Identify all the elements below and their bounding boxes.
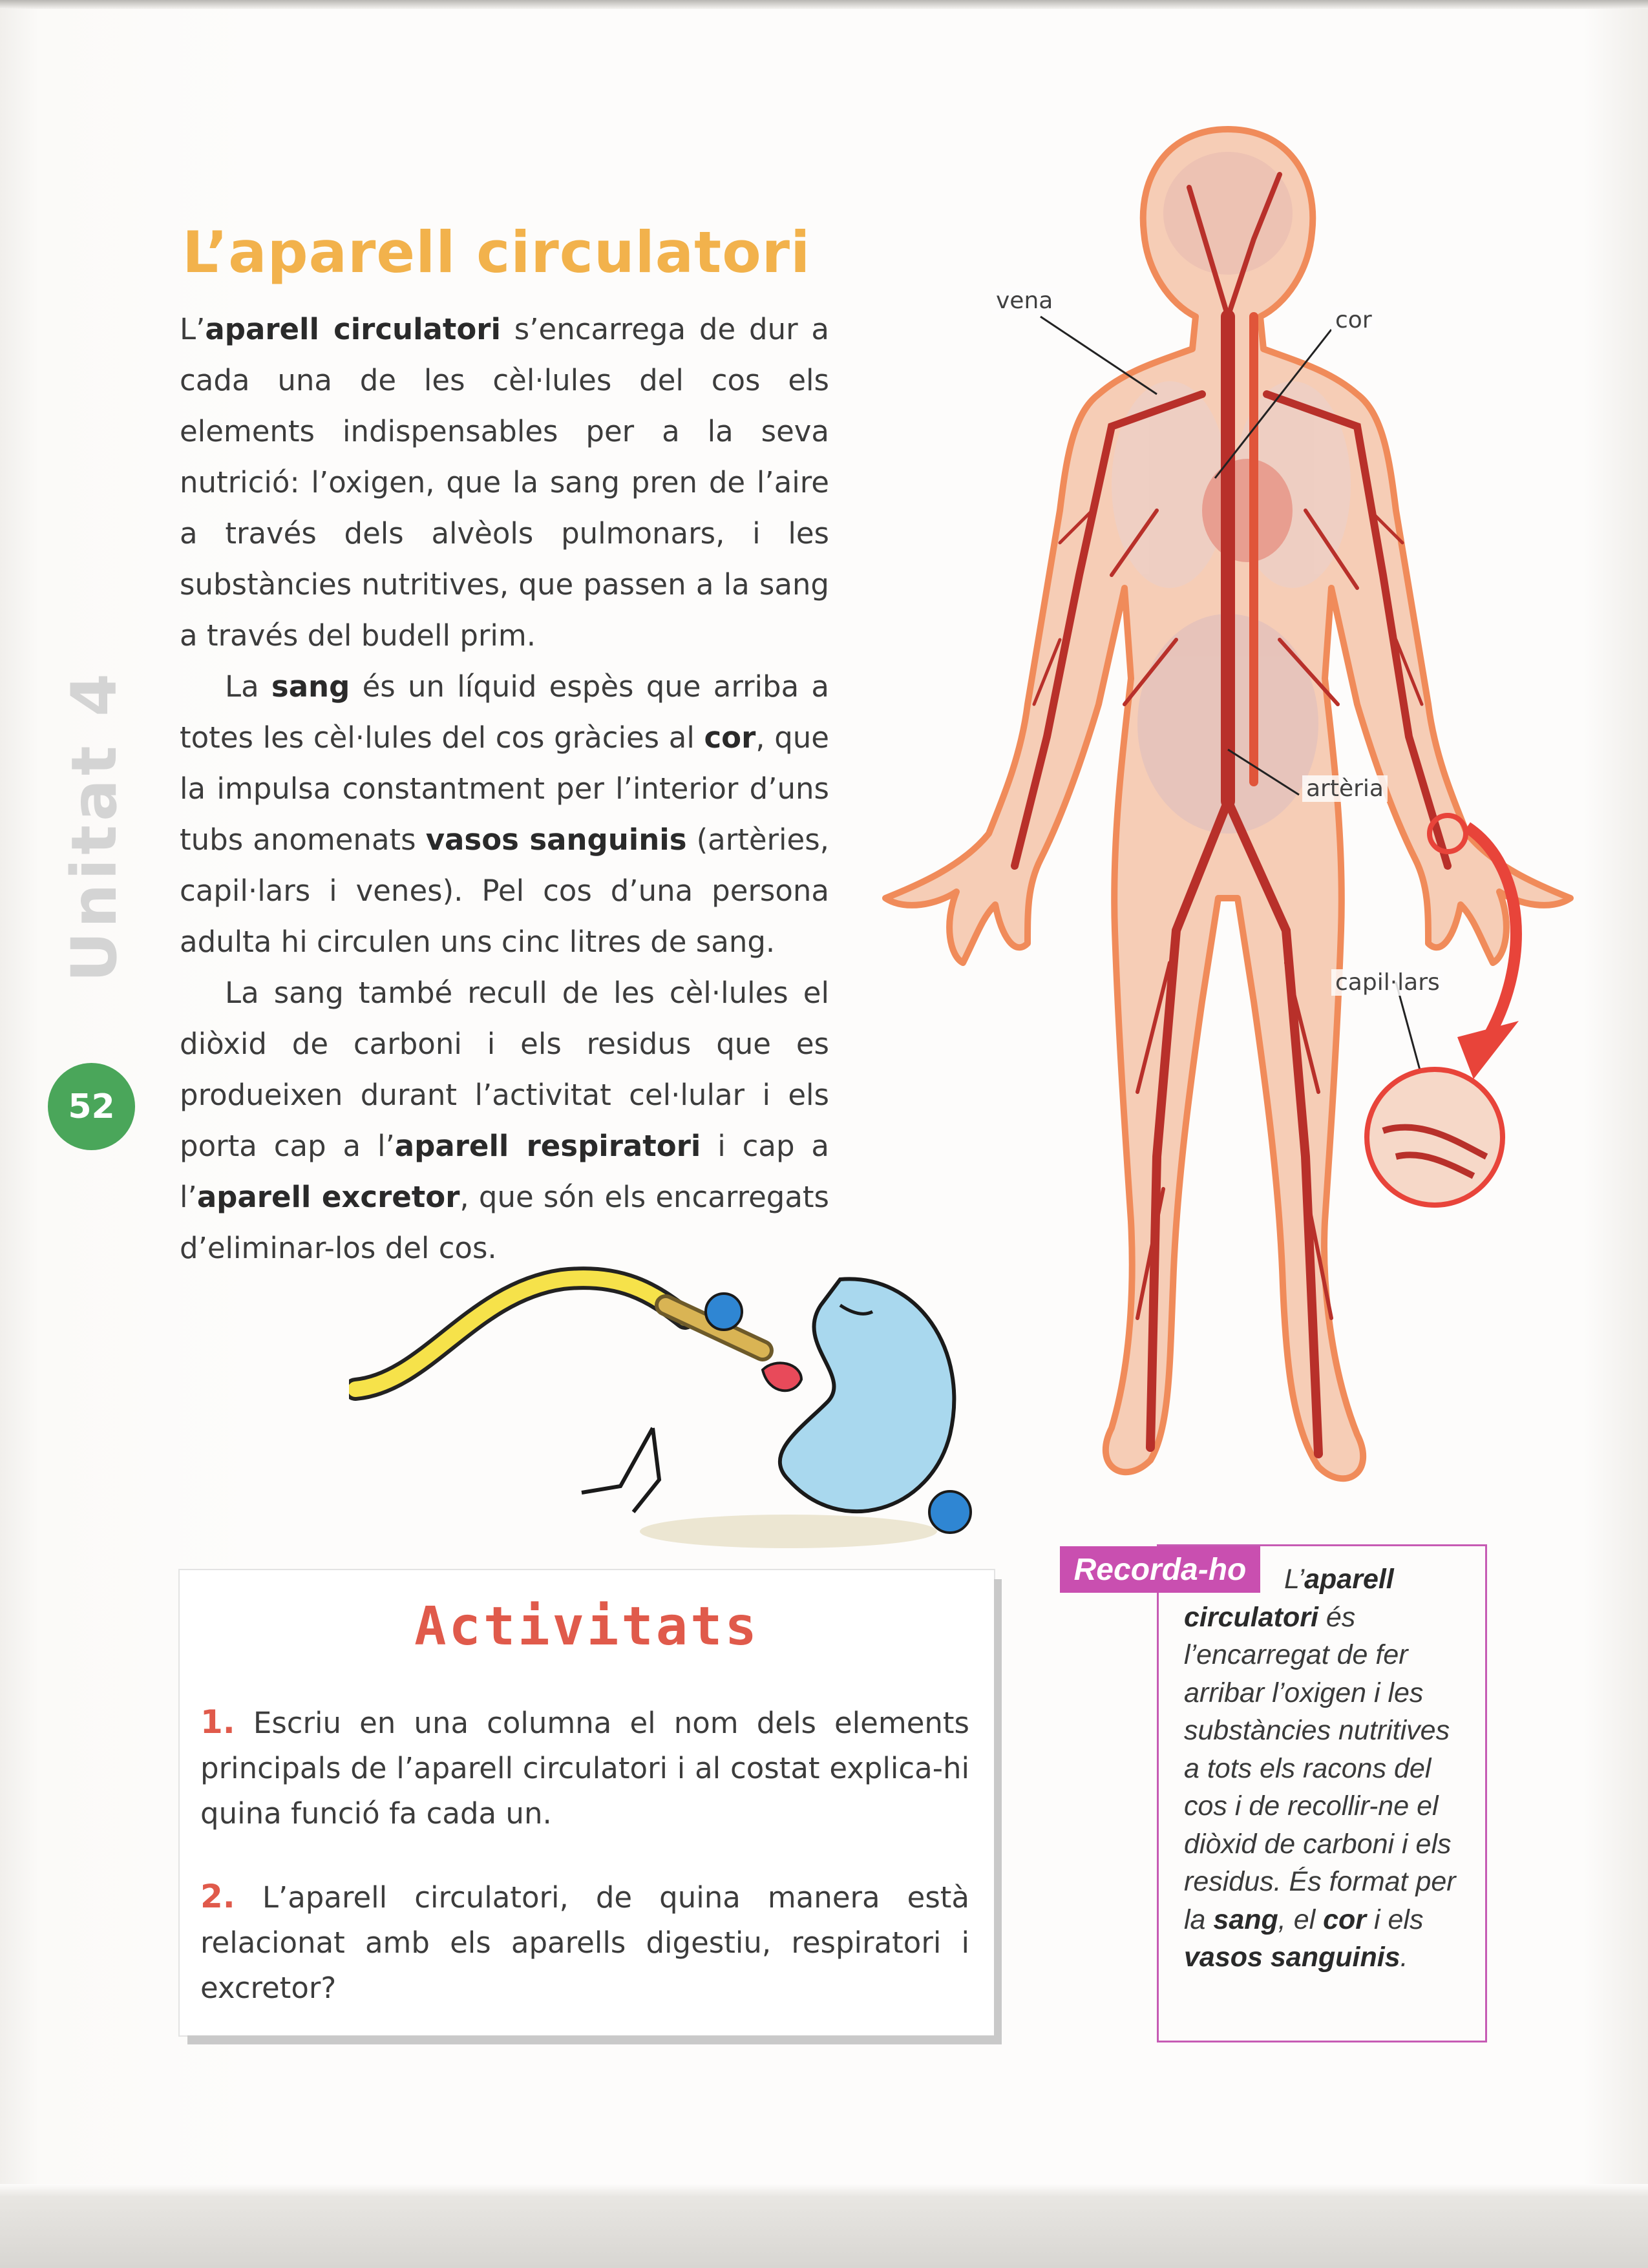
open-mouth (763, 1363, 801, 1391)
page-title: L’aparell circulatori (182, 218, 811, 286)
label-vena: vena (992, 288, 1057, 314)
page-bottom-edge (0, 2184, 1648, 2268)
cartoon-legs (582, 1428, 659, 1512)
unit-label: Unitat 4 (58, 669, 131, 982)
page-top-edge (0, 0, 1648, 9)
intro-paragraph-2: La sang és un líquid espès que arriba a totes les cèl·lules del cos gràcies al cor, que la impulsa constantment per l’interior d’uns tubs anomenats vasos sanguinis (artèries, capil·lars i venes). Pel cos d’una persona adulta hi circulen uns cinc litres de sang. (180, 669, 830, 959)
intro-paragraph-3: La sang també recull de les cèl·lules el diòxid de carboni i els residus que es produeixen durant l’activitat cel·lular i els porta cap a l’aparell respiratori i cap a l’aparell excretor, que són els encarregats d’eliminar-los del cos. (180, 976, 829, 1265)
yellow-hose (355, 1278, 685, 1389)
cartoon-illustration (349, 1266, 1041, 1577)
activity-item-1 (200, 1699, 969, 1836)
activity-text: L’aparell circulatori, de quina manera està relacionat amb els aparells digestiu, respiratori i excretor? (200, 1880, 969, 2005)
activities-title: Activitats (414, 1596, 759, 1657)
page-number-badge: 52 (48, 1063, 135, 1150)
heart (1202, 459, 1293, 562)
label-cor: cor (1331, 307, 1376, 333)
activity-item-2 (200, 1874, 969, 2011)
activity-text: Escriu en una columna el nom dels elements principals de l’aparell circulatori i al costat explica-hi quina funció fa cada un. (200, 1706, 969, 1831)
cartoon-shadow (640, 1515, 937, 1548)
remember-tag: Recorda-ho (1060, 1546, 1260, 1593)
blood-cell-cartoon (349, 1266, 1041, 1577)
glove-top (706, 1294, 742, 1330)
glove-bottom (929, 1491, 971, 1533)
intro-text (180, 304, 829, 1274)
brain (1163, 152, 1293, 275)
activities-box (180, 1570, 994, 2035)
remember-text: L’aparell circulatori és l’encarregat de fer arribar l’oxigen i les substàncies nutritives a tots els racons del cos i de recollir-ne el diòxid de carboni i els residus. És format per la sang, el cor i els vasos sanguinis. (1184, 1564, 1456, 1973)
activity-number: 1. (200, 1703, 235, 1741)
activity-number: 2. (200, 1878, 235, 1915)
blood-vessels (1015, 174, 1448, 1454)
intro-paragraph-1: L’aparell circulatori s’encarrega de dur a cada una de les cèl·lules del cos els elements indispensables per a la seva nutrició: l’oxigen, que la sang pren de l’aire a través dels alvèols pulmonars, i les substàncies nutritives, que passen a la sang a través del budell prim. (180, 312, 829, 653)
label-arteria: artèria (1302, 775, 1388, 802)
label-capillars: capil·lars (1331, 969, 1444, 996)
